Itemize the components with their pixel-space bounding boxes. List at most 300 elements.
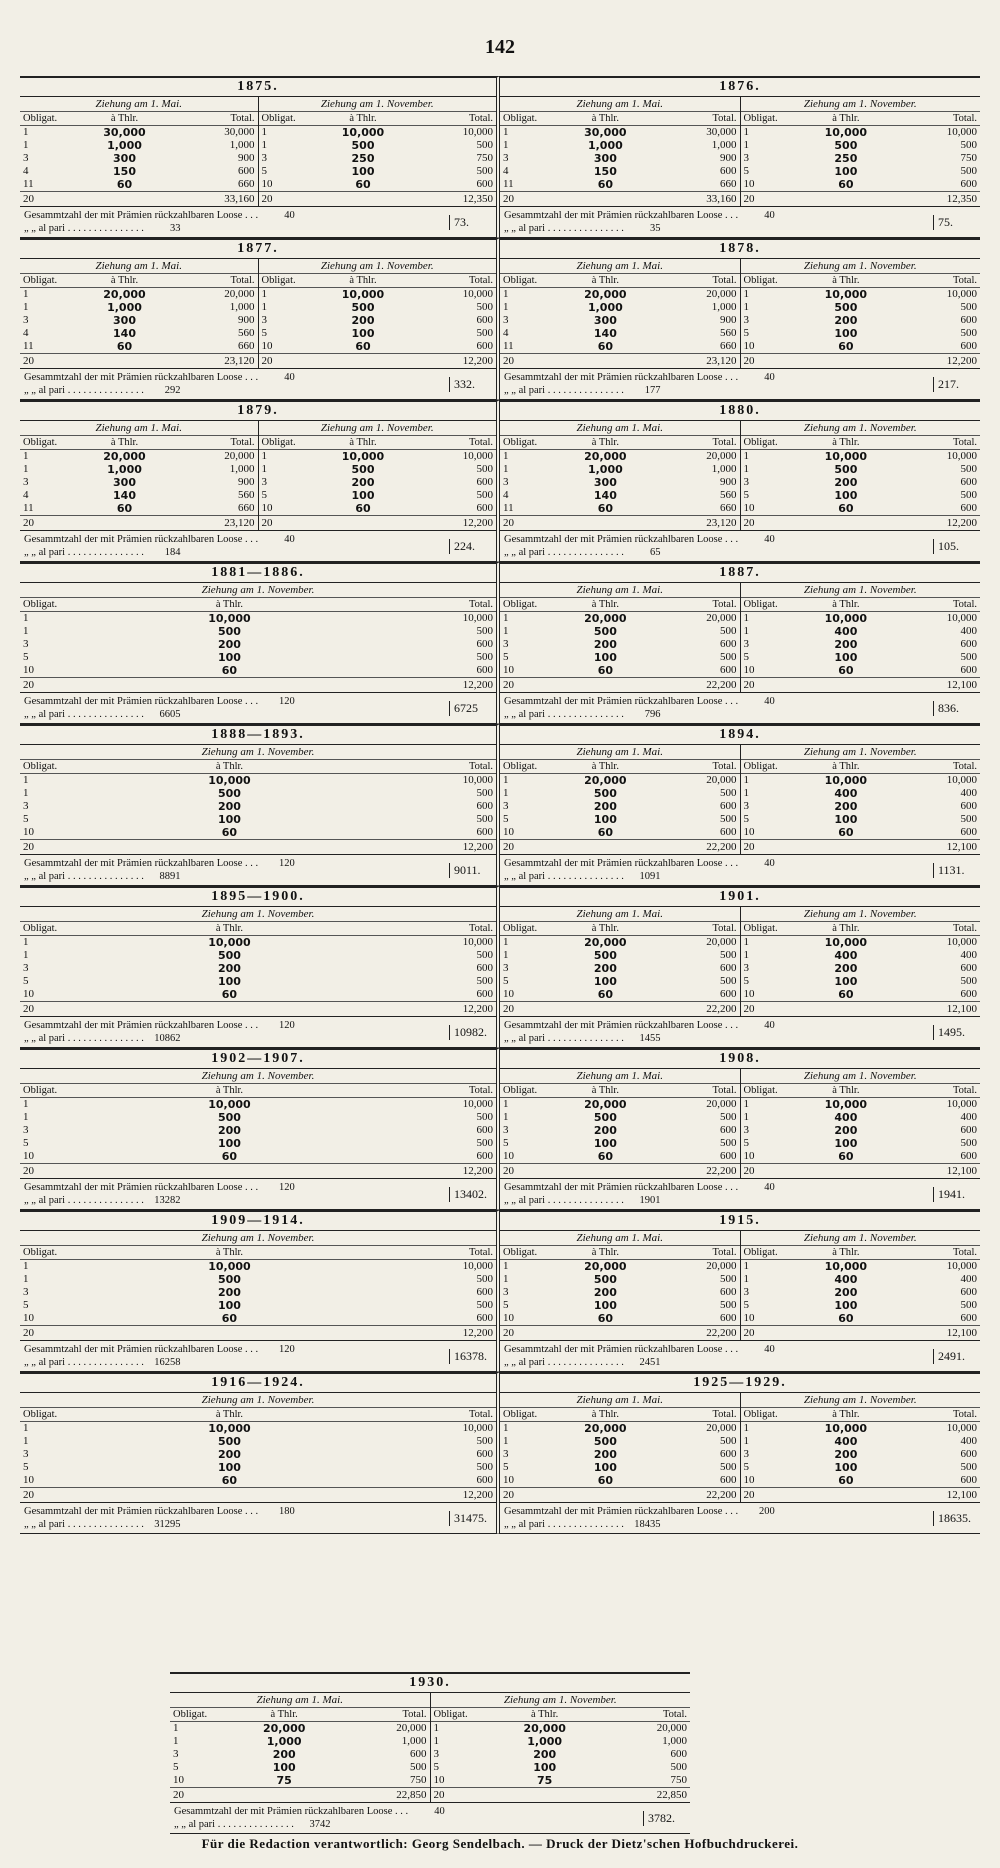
column-header: Total.	[406, 112, 496, 126]
summary-total: 73.	[449, 215, 492, 230]
summary	[20, 1016, 496, 1047]
draw-label: Ziehung am 1. November.	[741, 745, 981, 760]
table-row	[500, 800, 740, 813]
table-cell: 10,000	[208, 612, 251, 625]
table-cell: 100	[834, 651, 858, 664]
table-row	[741, 139, 981, 152]
table-cell: 20,000	[584, 936, 627, 949]
column-header: Obligat.	[20, 1084, 144, 1098]
table-cell: 500	[720, 1299, 737, 1311]
draw-label: Ziehung am 1. November.	[741, 1393, 981, 1408]
column-header: Total.	[315, 1408, 496, 1422]
column-header: Obligat.	[741, 1408, 803, 1422]
table-cell: 5	[261, 165, 267, 177]
table-row	[741, 1435, 981, 1448]
table-cell: 1	[23, 1422, 29, 1434]
table-cell: 600	[476, 178, 493, 190]
draw-grid	[500, 922, 740, 1016]
draw-table	[740, 1069, 981, 1178]
column-header: Obligat.	[500, 1084, 562, 1098]
header-row	[741, 1246, 981, 1260]
table-cell: 400	[960, 625, 977, 637]
table-row	[431, 1722, 691, 1736]
table-cell: 500	[960, 1299, 977, 1311]
total-cell: 22,200	[648, 840, 739, 855]
total-cell: 20	[741, 354, 803, 369]
total-cell: 22,200	[648, 1164, 739, 1179]
table-cell: 20,000	[706, 774, 737, 786]
year-block	[20, 1372, 500, 1534]
table-cell: 400	[834, 1111, 858, 1124]
column-header: à Thlr.	[562, 598, 648, 612]
summary-total: 2491.	[933, 1349, 976, 1364]
block-title: 1887.	[500, 564, 980, 583]
table-cell: 1	[503, 625, 509, 637]
table-cell: 100	[834, 165, 858, 178]
table-cell: 600	[720, 1150, 737, 1162]
table-cell: 5	[23, 651, 29, 663]
draw-table	[740, 1231, 981, 1340]
prize-loose-line: Gesammtzahl der mit Prämien rückzahlbaren Loose . . . 40	[24, 534, 295, 545]
table-cell: 3	[503, 1286, 509, 1298]
column-header: à Thlr.	[803, 1084, 889, 1098]
table-cell: 10,000	[824, 936, 868, 949]
table-cell: 500	[217, 625, 241, 638]
header-row	[500, 598, 740, 612]
table-cell: 10,000	[208, 1260, 251, 1273]
table-row	[500, 1273, 740, 1286]
table-cell: 1,000	[401, 1735, 427, 1747]
table-cell: 400	[960, 787, 977, 799]
total-cell	[320, 192, 406, 207]
table-cell: 1,000	[711, 301, 737, 313]
draw-grid	[500, 274, 740, 368]
block-row	[20, 238, 980, 400]
header-row	[259, 436, 497, 450]
table-cell: 500	[217, 949, 241, 962]
prize-loose-line: Gesammtzahl der mit Prämien rückzahlbaren Loose . . . 120	[24, 1344, 295, 1355]
table-cell: 1	[503, 612, 509, 624]
table-cell: 600	[410, 1748, 427, 1760]
column-header: à Thlr.	[803, 112, 889, 126]
table-cell: 20,000	[224, 288, 255, 300]
pari-loose-count: 1455	[639, 1033, 661, 1044]
table-cell: 500	[593, 787, 617, 800]
table-cell: 1	[23, 1098, 29, 1110]
draw-table	[500, 1231, 740, 1340]
table-cell: 1	[503, 288, 509, 300]
summary-text: Gesammtzahl der mit Prämien rückzahlbaren Loose	[24, 372, 243, 383]
table-cell: 20,000	[706, 1098, 737, 1110]
table-cell: 10	[503, 988, 514, 1000]
table-row	[259, 463, 497, 476]
column-header: à Thlr.	[82, 112, 168, 126]
table-cell: 600	[476, 988, 493, 1000]
pari-loose-line: „ „ al pari . . . . . . . . . . . . . . . 16258	[24, 1357, 181, 1368]
total-cell: 20	[500, 354, 562, 369]
draw-grid	[20, 1084, 496, 1178]
draws	[20, 97, 496, 206]
table-cell: 10	[503, 826, 514, 838]
draw-label: Ziehung am 1. November.	[741, 97, 981, 112]
table-cell: 10,000	[946, 1260, 977, 1272]
column-header: à Thlr.	[144, 598, 315, 612]
total-cell: 20	[741, 1164, 803, 1179]
prize-loose-line: Gesammtzahl der mit Prämien rückzahlbaren Loose . . . 40	[504, 696, 775, 707]
column-header: à Thlr.	[320, 436, 406, 450]
prize-loose-count: 40	[284, 534, 295, 545]
table-row	[500, 988, 740, 1002]
table-cell: 10	[261, 502, 273, 514]
table-cell: 30,000	[103, 126, 146, 139]
table-cell: 1	[23, 625, 29, 637]
table-row	[500, 1435, 740, 1448]
table-cell: 1	[23, 612, 29, 624]
table-cell: 560	[238, 489, 255, 501]
header-row	[741, 1084, 981, 1098]
column-header: à Thlr.	[144, 1084, 315, 1098]
pari-loose-line: „ „ al pari . . . . . . . . . . . . . . . 18435	[504, 1519, 661, 1530]
header-row	[500, 1084, 740, 1098]
table-row	[20, 1124, 496, 1137]
table-cell: 500	[834, 463, 858, 476]
draw-grid	[20, 598, 496, 692]
column-header: Obligat.	[741, 112, 803, 126]
table-cell: 300	[593, 152, 617, 165]
table-row	[20, 165, 258, 178]
table-row	[20, 301, 258, 314]
column-header: Obligat.	[20, 274, 82, 288]
table-cell: 200	[272, 1748, 296, 1761]
table-row	[500, 1150, 740, 1164]
table-cell: 10,000	[946, 126, 977, 138]
total-cell: 20	[259, 192, 321, 207]
table-row	[20, 936, 496, 950]
header-row	[741, 1408, 981, 1422]
table-cell: 1	[23, 139, 29, 151]
table-cell: 100	[217, 1461, 241, 1474]
prize-loose-count: 40	[764, 1344, 775, 1355]
pari-loose-count: 8891	[159, 871, 181, 882]
table-cell: 600	[476, 476, 493, 488]
table-row	[500, 126, 740, 140]
pari-loose-line: „ „ al pari . . . . . . . . . . . . . . . 13282	[24, 1195, 181, 1206]
prize-loose-count: 120	[279, 1344, 295, 1355]
table-cell: 11	[23, 178, 34, 190]
summary-text: „ „ al pari	[504, 223, 546, 234]
table-cell: 1	[743, 1098, 749, 1110]
table-row	[741, 1448, 981, 1461]
header-row	[20, 436, 258, 450]
header-row	[259, 112, 497, 126]
block-title: 1901.	[500, 888, 980, 907]
pari-loose-count: 16258	[154, 1357, 181, 1368]
table-row	[500, 489, 740, 502]
table-cell: 10,000	[462, 1098, 493, 1110]
column-header: à Thlr.	[144, 1246, 315, 1260]
table-cell: 1	[23, 1435, 29, 1447]
block-title: 1894.	[500, 726, 980, 745]
table-cell: 660	[720, 178, 737, 190]
summary-text: Gesammtzahl der mit Prämien rückzahlbaren Loose	[24, 534, 243, 545]
draw-table	[20, 421, 258, 530]
table-cell: 660	[720, 502, 737, 514]
prize-loose-count: 120	[279, 696, 295, 707]
table-row	[741, 340, 981, 354]
draw-label: Ziehung am 1. November.	[259, 97, 497, 112]
table-cell: 1,000	[711, 463, 737, 475]
total-cell: 20	[741, 840, 803, 855]
table-row	[500, 152, 740, 165]
table-row	[259, 126, 497, 140]
total-cell: 20	[20, 1002, 144, 1017]
table-cell: 1	[173, 1722, 179, 1734]
table-row	[500, 1111, 740, 1124]
table-cell: 11	[503, 502, 514, 514]
total-cell	[562, 1164, 648, 1179]
summary-text: Gesammtzahl der mit Prämien rückzahlbaren Loose	[504, 534, 723, 545]
table-row	[20, 625, 496, 638]
summary-text: „ „ al pari	[504, 1033, 546, 1044]
table-cell: 5	[261, 327, 267, 339]
column-header: Obligat.	[259, 436, 321, 450]
column-header: Obligat.	[500, 1408, 562, 1422]
summary-text: „ „ al pari	[24, 223, 66, 234]
table-cell: 1	[503, 126, 509, 138]
table-cell: 10	[743, 826, 755, 838]
table-row	[20, 340, 258, 354]
draw-grid	[741, 274, 981, 368]
column-header: à Thlr.	[82, 274, 168, 288]
table-row	[259, 152, 497, 165]
pari-loose-count: 3742	[309, 1819, 331, 1830]
table-cell: 3	[23, 1286, 29, 1298]
summary-lines	[504, 1181, 933, 1207]
table-cell: 560	[720, 489, 737, 501]
table-cell: 100	[217, 813, 241, 826]
summary-lines	[24, 857, 449, 883]
pari-loose-line: „ „ al pari . . . . . . . . . . . . . . . 10862	[24, 1033, 181, 1044]
table-cell: 10,000	[462, 1260, 493, 1272]
table-cell: 500	[476, 1435, 493, 1447]
table-cell: 900	[720, 476, 737, 488]
table-cell: 900	[238, 152, 255, 164]
table-cell: 1	[23, 126, 29, 138]
draw-grid	[500, 598, 740, 692]
block-row	[20, 724, 980, 886]
table-row	[741, 813, 981, 826]
total-cell	[803, 192, 889, 207]
table-cell: 4	[23, 327, 29, 339]
summary	[20, 1502, 496, 1533]
total-row	[500, 1326, 740, 1341]
table-cell: 10,000	[462, 288, 493, 300]
header-row	[500, 1408, 740, 1422]
pari-loose-count: 1901	[639, 1195, 661, 1206]
total-cell	[803, 354, 889, 369]
prize-loose-line: Gesammtzahl der mit Prämien rückzahlbaren Loose . . . 120	[24, 1020, 295, 1031]
table-cell: 20,000	[706, 450, 737, 462]
table-cell: 3	[261, 476, 267, 488]
summary-text: „ „ al pari	[504, 1519, 546, 1530]
table-cell: 660	[238, 340, 255, 352]
table-cell: 10	[503, 1150, 514, 1162]
table-cell: 400	[960, 949, 977, 961]
table-row	[741, 152, 981, 165]
table-cell: 10,000	[208, 1098, 251, 1111]
summary	[20, 206, 496, 237]
table-cell: 600	[960, 800, 977, 812]
block-title: 1881—1886.	[20, 564, 496, 583]
table-cell: 5	[743, 327, 749, 339]
table-cell: 1	[743, 949, 749, 961]
table-cell: 60	[116, 340, 133, 353]
table-cell: 20,000	[396, 1722, 427, 1734]
draw-table	[740, 583, 981, 692]
header-row	[20, 1408, 496, 1422]
table-cell: 600	[476, 1474, 493, 1486]
table-cell: 600	[720, 1448, 737, 1460]
summary-lines	[24, 371, 449, 397]
total-cell: 20	[500, 1488, 562, 1503]
table-cell: 10	[743, 1150, 755, 1162]
table-row	[170, 1722, 430, 1736]
column-header: à Thlr.	[803, 760, 889, 774]
table-cell: 11	[503, 340, 514, 352]
total-cell	[562, 678, 648, 693]
table-cell: 140	[113, 327, 136, 340]
summary-text: Gesammtzahl der mit Prämien rückzahlbaren Loose	[24, 1506, 243, 1517]
total-cell	[144, 1488, 315, 1503]
prize-loose-count: 120	[279, 858, 295, 869]
pari-loose-count: 796	[644, 709, 661, 720]
table-row	[259, 327, 497, 340]
total-row	[741, 516, 981, 531]
header-row	[741, 274, 981, 288]
table-cell: 560	[238, 327, 255, 339]
pari-loose-line: „ „ al pari . . . . . . . . . . . . . . . 1091	[504, 871, 661, 882]
table-cell: 1	[23, 936, 29, 948]
table-cell: 5	[503, 813, 509, 825]
table-row	[500, 288, 740, 302]
table-cell: 20,000	[706, 1260, 737, 1272]
total-cell	[82, 354, 168, 369]
year-block	[500, 724, 980, 886]
draw-label: Ziehung am 1. Mai.	[500, 1069, 740, 1084]
table-cell: 500	[834, 301, 858, 314]
table-cell: 400	[834, 625, 858, 638]
table-row	[741, 288, 981, 302]
summary-total: 3782.	[643, 1811, 686, 1826]
pari-loose-count: 33	[169, 223, 181, 234]
table-row	[500, 936, 740, 950]
draws	[500, 97, 980, 206]
draw-table	[500, 907, 740, 1016]
table-cell: 60	[221, 1150, 238, 1163]
table-cell: 5	[743, 165, 749, 177]
total-cell: 20	[500, 516, 562, 531]
table-cell: 10,000	[824, 1098, 868, 1111]
summary-lines	[24, 1505, 449, 1531]
year-block	[500, 1210, 980, 1372]
table-row	[500, 1422, 740, 1436]
table-cell: 60	[355, 502, 371, 515]
total-row	[20, 1002, 496, 1017]
table-cell: 5	[23, 1461, 29, 1473]
total-cell	[320, 354, 406, 369]
total-cell: 22,200	[648, 678, 739, 693]
column-header: Obligat.	[20, 112, 82, 126]
table-cell: 100	[593, 651, 617, 664]
table-cell: 100	[351, 165, 375, 178]
table-cell: 500	[476, 327, 493, 339]
draw-table	[258, 259, 497, 368]
table-cell: 3	[743, 152, 749, 164]
draw-table	[20, 1231, 496, 1340]
table-cell: 10	[743, 178, 755, 190]
table-cell: 600	[960, 1124, 977, 1136]
total-cell: 20	[500, 1326, 562, 1341]
table-cell: 100	[593, 1299, 617, 1312]
header-row	[20, 274, 258, 288]
total-cell: 33,160	[648, 192, 739, 207]
table-cell: 200	[351, 314, 375, 327]
block-title: 1908.	[500, 1050, 980, 1069]
table-cell: 1,000	[229, 139, 255, 151]
table-cell: 300	[593, 314, 617, 327]
block-title: 1876.	[500, 78, 980, 97]
total-cell: 20	[500, 678, 562, 693]
table-cell: 1	[503, 949, 509, 961]
column-header: Obligat.	[741, 1246, 803, 1260]
lottery-tables	[20, 76, 980, 1534]
table-cell: 1	[743, 1111, 749, 1123]
total-cell: 22,850	[331, 1788, 430, 1803]
table-row	[500, 774, 740, 788]
total-row	[500, 840, 740, 855]
table-cell: 900	[238, 314, 255, 326]
total-row	[500, 354, 740, 369]
draws	[500, 1069, 980, 1178]
table-cell: 10,000	[462, 1422, 493, 1434]
total-row	[741, 1002, 981, 1017]
block-title: 1875.	[20, 78, 496, 97]
table-cell: 60	[838, 988, 854, 1001]
block-title: 1916—1924.	[20, 1374, 496, 1393]
total-cell: 20	[741, 678, 803, 693]
column-header: à Thlr.	[803, 436, 889, 450]
table-row	[20, 327, 258, 340]
draws	[20, 745, 496, 854]
total-cell: 20	[431, 1788, 498, 1803]
total-row	[431, 1788, 691, 1803]
table-row	[20, 152, 258, 165]
summary-text: Gesammtzahl der mit Prämien rückzahlbaren Loose	[504, 1506, 723, 1517]
pari-loose-line: „ „ al pari . . . . . . . . . . . . . . . 1901	[504, 1195, 661, 1206]
pari-loose-line: „ „ al pari . . . . . . . . . . . . . . . 1455	[504, 1033, 661, 1044]
prize-loose-line: Gesammtzahl der mit Prämien rückzahlbaren Loose . . . 40	[504, 534, 775, 545]
table-row	[741, 625, 981, 638]
table-cell: 100	[272, 1761, 296, 1774]
table-cell: 10	[173, 1774, 184, 1786]
column-header: Total.	[889, 598, 980, 612]
table-cell: 10	[23, 664, 34, 676]
table-cell: 5	[261, 489, 267, 501]
table-cell: 20,000	[262, 1722, 306, 1735]
total-cell: 20	[20, 678, 144, 693]
table-row	[500, 165, 740, 178]
table-cell: 100	[217, 1299, 241, 1312]
